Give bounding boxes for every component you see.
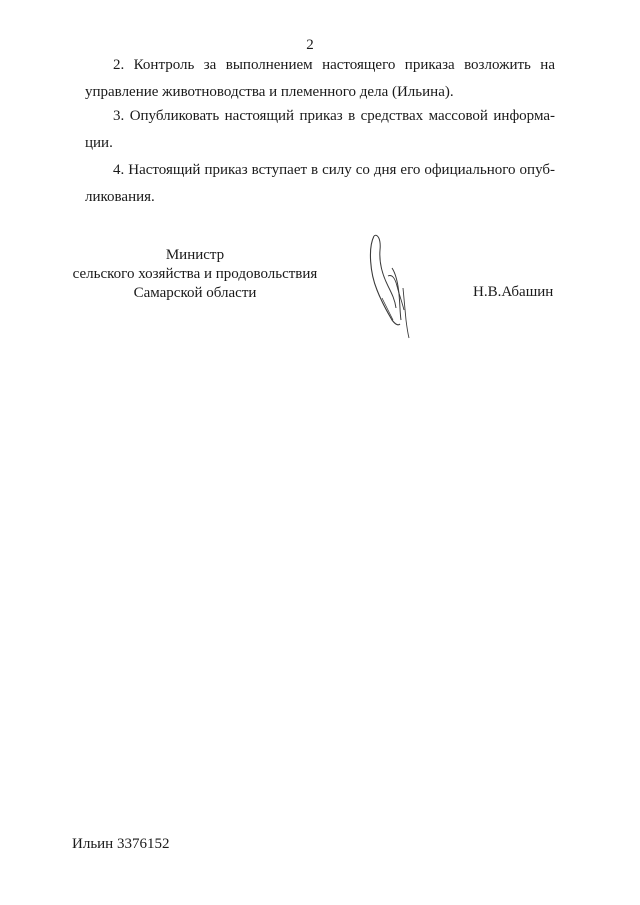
paragraph-line: 3. Опубликовать настоящий приказ в средствах массовой информа- (113, 108, 555, 124)
paragraph-effective (85, 157, 555, 211)
signatory-title (60, 246, 330, 303)
paragraph-line: 4. Настоящий приказ вступает в силу со дня его официального опуб- (113, 162, 555, 178)
page-number: 2 (306, 37, 314, 53)
paragraph-line: ции. (85, 135, 113, 151)
paragraph-line: управление животноводства и племенного дела (Ильина). (85, 84, 454, 100)
paragraph-line: 2. Контроль за выполнением настоящего приказа возложить на (113, 57, 555, 73)
handwritten-signature (362, 228, 422, 343)
signatory-title-line: сельского хозяйства и продовольствия (72, 266, 318, 282)
paragraph-publish (85, 103, 555, 157)
paragraph-line: ликования. (85, 189, 155, 205)
signatory-title-line: Министр (165, 247, 225, 263)
signatory-title-line: Самарской области (133, 285, 257, 301)
paragraph-control (85, 52, 555, 106)
signatory-name: Н.В.Абашин (473, 284, 554, 300)
footer-document-code: Ильин 3376152 (72, 836, 170, 852)
